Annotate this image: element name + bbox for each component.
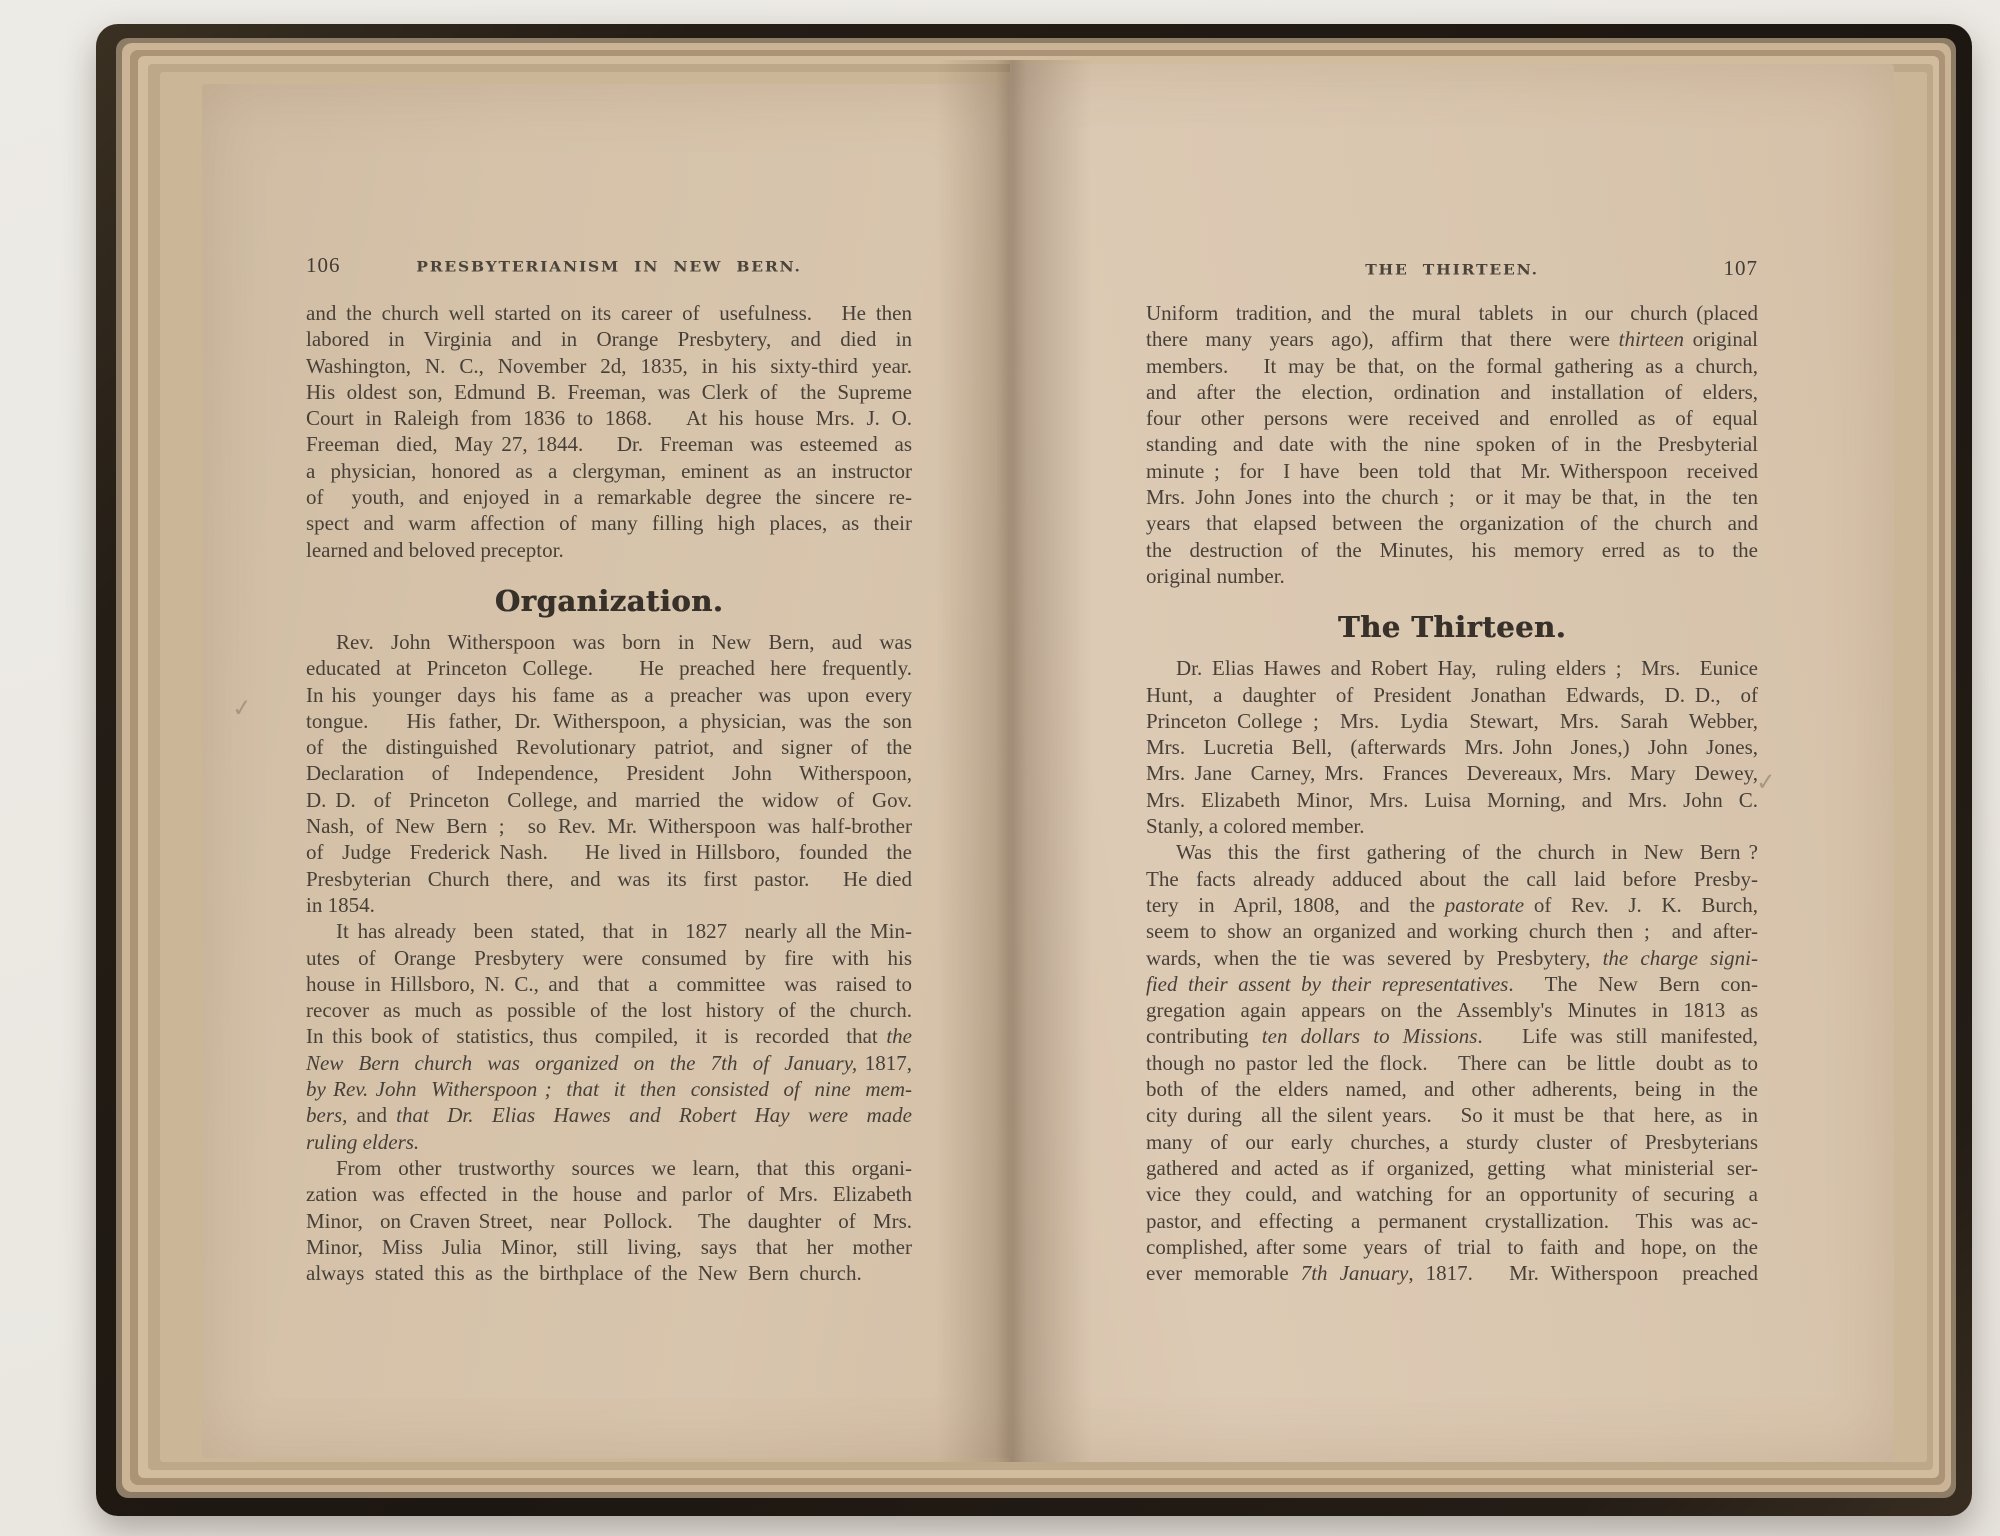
paragraph: [1146, 839, 1758, 1286]
text-line: of the distinguished Revolutionary patriot, and signer of the: [306, 735, 912, 760]
text-line: original number.: [1146, 563, 1285, 588]
paragraph: [306, 300, 912, 563]
text-line: Hunt, a daughter of President Jonathan Edwards, D. D., of: [1146, 682, 1758, 707]
text-line: seem to show an organized and working church then ; and after-: [1146, 919, 1758, 944]
text-line: bers, and that Dr. Elias Hawes and Robert Hay were made: [306, 1103, 912, 1128]
paragraph: [1146, 300, 1758, 589]
margin-checkmark-icon: ✓: [1755, 769, 1778, 797]
text-line: Stanly, a colored member.: [1146, 814, 1365, 839]
text-line: Presbyterian Church there, and was its first pastor. He died: [306, 866, 912, 891]
text-line: learned and beloved preceptor.: [306, 537, 564, 562]
margin-checkmark-icon: ✓: [230, 695, 254, 723]
text-line: educated at Princeton College. He preached here frequently.: [306, 656, 912, 681]
paragraph: [306, 629, 912, 918]
text-line: Mrs. John Jones into the church ; or it may be that, in the ten: [1146, 485, 1758, 510]
text-line: the destruction of the Minutes, his memory erred as to the: [1146, 537, 1758, 562]
text-line: in 1854.: [306, 892, 375, 917]
text-line: New Bern church was organized on the 7th of January, 1817,: [306, 1050, 912, 1075]
text-line: though no pastor led the flock. There can be little doubt as to: [1146, 1050, 1758, 1075]
paragraph: [306, 1155, 912, 1286]
text-line: Minor, on Craven Street, near Pollock. The daughter of Mrs.: [306, 1208, 912, 1233]
text-line: From other trustworthy sources we learn, that this organi-: [336, 1155, 912, 1180]
running-title: PRESBYTERIANISM IN NEW BERN.: [416, 257, 802, 276]
text-line: D. D. of Princeton College, and married the widow of Gov.: [306, 787, 912, 812]
text-line: by Rev. John Witherspoon ; that it then consisted of nine mem-: [306, 1077, 912, 1102]
text-line: both of the elders named, and other adherents, being in the: [1146, 1077, 1758, 1102]
text-line: complished, after some years of trial to faith and hope, on the: [1146, 1234, 1758, 1259]
text-line: Court in Raleigh from 1836 to 1868. At his house Mrs. J. O.: [306, 406, 912, 431]
text-line: members. It may be that, on the formal gathering as a church,: [1146, 353, 1758, 378]
text-line: tery in April, 1808, and the pastorate of Rev. J. K. Burch,: [1146, 892, 1758, 917]
running-header-right: [1146, 256, 1758, 281]
text-line: and after the election, ordination and installation of elders,: [1146, 379, 1758, 404]
text-line: labored in Virginia and in Orange Presbytery, and died in: [306, 327, 912, 352]
text-line: of youth, and enjoyed in a remarkable degree the sincere re-: [306, 485, 912, 510]
text-line: Mrs. Elizabeth Minor, Mrs. Luisa Morning, and Mrs. John C.: [1146, 787, 1758, 812]
section-heading: The Thirteen.: [1337, 610, 1567, 645]
running-title: THE THIRTEEN.: [1365, 260, 1539, 279]
text-line: city during all the silent years. So it must be that here, as in: [1146, 1103, 1758, 1128]
text-line: gathered and acted as if organized, getting what ministerial ser-: [1146, 1155, 1758, 1180]
text-line: contributing ten dollars to Missions. Life was still manifested,: [1146, 1024, 1759, 1049]
text-line: utes of Orange Presbytery were consumed by fire with his: [306, 945, 912, 970]
text-line: of Judge Frederick Nash. He lived in Hillsboro, founded the: [306, 840, 912, 865]
text-line: gregation again appears on the Assembly's Minutes in 1813 as: [1146, 998, 1758, 1023]
text-line: Mrs. Jane Carney, Mrs. Frances Devereaux, Mrs. Mary Dewey,: [1146, 761, 1758, 786]
page-body-right: [1146, 300, 1758, 1286]
page-number: 106: [306, 253, 341, 277]
text-line: pastor, and effecting a permanent crystallization. This was ac-: [1146, 1208, 1758, 1233]
text-line: a physician, honored as a clergyman, eminent as an instructor: [306, 458, 912, 483]
running-header-left: [306, 253, 912, 278]
text-line: spect and warm affection of many filling high places, as their: [306, 511, 912, 536]
page-body-left: [306, 300, 912, 1286]
text-line: Princeton College ; Mrs. Lydia Stewart, Mrs. Sarah Webber,: [1146, 708, 1758, 733]
text-line: minute ; for I have been told that Mr. Witherspoon received: [1146, 458, 1758, 483]
text-line: His oldest son, Edmund B. Freeman, was Clerk of the Supreme: [306, 379, 912, 404]
text-line: recover as much as possible of the lost history of the church.: [306, 998, 912, 1023]
text-line: ever memorable 7th January, 1817. Mr. Witherspoon preached: [1146, 1261, 1758, 1286]
text-line: four other persons were received and enrolled as of equal: [1146, 406, 1758, 431]
section-heading: Organization.: [494, 583, 724, 618]
paragraph: [1146, 655, 1758, 839]
text-line: vice they could, and watching for an opportunity of securing a: [1146, 1182, 1758, 1207]
page-number: 107: [1723, 256, 1758, 280]
text-line: Nash, of New Bern ; so Rev. Mr. Witherspoon was half-brother: [306, 814, 912, 839]
text-line: Was this the first gathering of the church in New Bern ?: [1176, 840, 1758, 865]
text-line: house in Hillsboro, N. C., and that a committee was raised to: [306, 971, 912, 996]
text-line: Minor, Miss Julia Minor, still living, says that her mother: [306, 1234, 912, 1259]
page-left: [202, 84, 1010, 1458]
text-line: tongue. His father, Dr. Witherspoon, a physician, was the son: [306, 708, 912, 733]
text-line: Freeman died, May 27, 1844. Dr. Freeman was esteemed as: [306, 432, 912, 457]
text-line: The facts already adduced about the call laid before Presby-: [1146, 866, 1758, 891]
text-line: wards, when the tie was severed by Presbytery, the charge signi-: [1146, 945, 1758, 970]
text-line: Rev. John Witherspoon was born in New Bern, aud was: [336, 629, 912, 654]
text-line: fied their assent by their representatives. The New Bern con-: [1146, 971, 1758, 996]
page-right: [1010, 64, 1894, 1462]
paragraph: [306, 918, 912, 1155]
text-line: many of our early churches, a sturdy cluster of Presbyterians: [1146, 1129, 1758, 1154]
text-line: Mrs. Lucretia Bell, (afterwards Mrs. John Jones,) John Jones,: [1146, 735, 1758, 760]
text-line: and the church well started on its career of usefulness. He then: [306, 301, 912, 325]
text-line: In this book of statistics, thus compiled, it is recorded that the: [306, 1024, 912, 1049]
text-line: In his younger days his fame as a preacher was upon every: [306, 682, 912, 707]
text-line: always stated this as the birthplace of the New Bern church.: [306, 1261, 862, 1286]
text-line: zation was effected in the house and parlor of Mrs. Elizabeth: [306, 1182, 912, 1207]
text-line: Washington, N. C., November 2d, 1835, in his sixty-third year.: [306, 353, 912, 378]
text-line: Dr. Elias Hawes and Robert Hay, ruling elders ; Mrs. Eunice: [1176, 656, 1758, 681]
text-line: Uniform tradition, and the mural tablets in our church (placed: [1146, 301, 1758, 325]
text-line: It has already been stated, that in 1827 nearly all the Min-: [336, 919, 912, 944]
text-line: Declaration of Independence, President John Witherspoon,: [306, 761, 912, 786]
text-line: standing and date with the nine spoken of in the Presbyterial: [1146, 432, 1758, 457]
text-line: there many years ago), affirm that there were thirteen original: [1146, 327, 1758, 352]
text-line: years that elapsed between the organization of the church and: [1146, 511, 1758, 536]
text-line: ruling elders.: [306, 1129, 420, 1154]
